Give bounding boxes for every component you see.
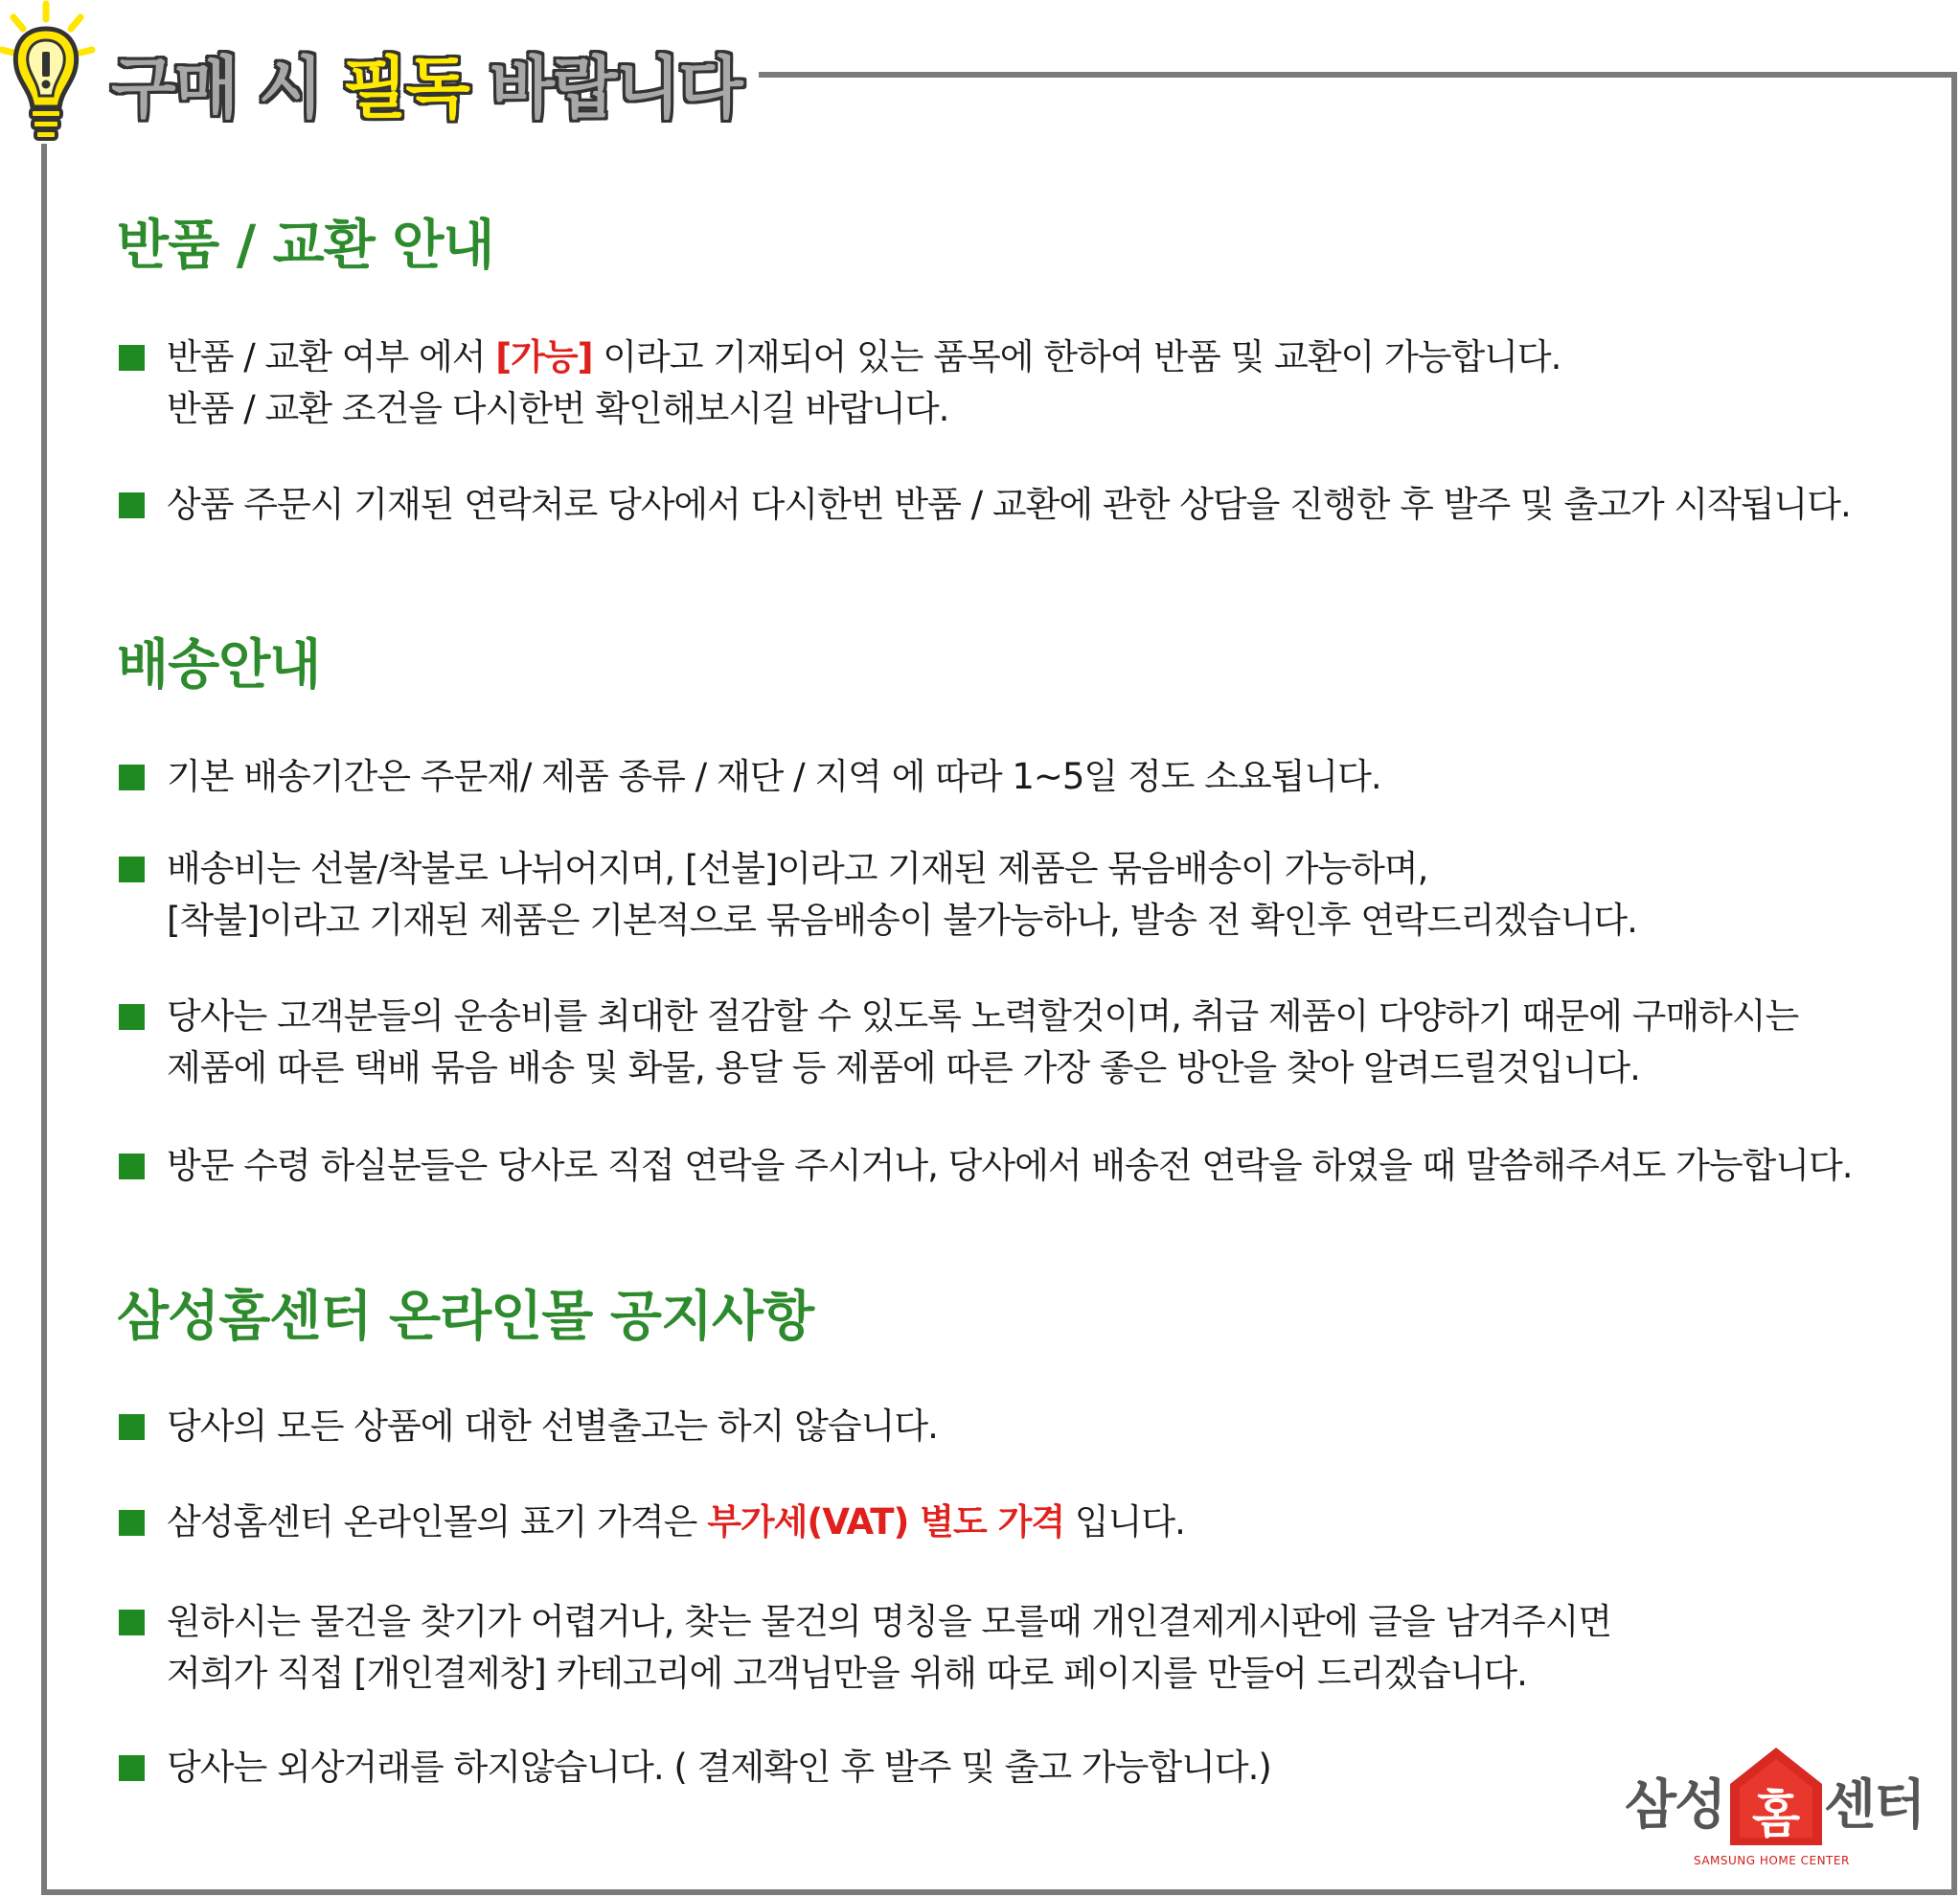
square-bullet-icon <box>119 1510 145 1536</box>
square-bullet-icon <box>119 1755 145 1781</box>
list-item <box>119 991 1939 1096</box>
list-item <box>119 1140 1939 1194</box>
list-item-text <box>167 1742 1271 1794</box>
page-header-title <box>111 40 741 136</box>
logo-subtitle: SAMSUNG HOME CENTER <box>1694 1854 1850 1867</box>
frame-border-left <box>41 144 47 1895</box>
list-item-text <box>167 1497 1185 1548</box>
text-segment: 반품 / 교환 여부 에서 <box>167 336 496 377</box>
frame-border-bottom <box>41 1889 1957 1895</box>
header-title-part2: 바랍니다 <box>467 49 741 127</box>
list-item-line: 상품 주문시 기재된 연락처로 당사에서 다시한번 반품 / 교환에 관한 상담을 진행한 후 발주 및 출고가 시작됩니다. <box>167 484 1851 525</box>
list-item <box>119 751 1939 805</box>
list-item-text <box>167 479 1851 531</box>
frame-border-top <box>759 72 1957 78</box>
list-item-line: [착불]이라고 기재된 제품은 기본적으로 묶음배송이 불가능하나, 발송 전 확인후 연락드리겠습니다. <box>167 900 1637 941</box>
samsung-home-center-logo <box>1625 1746 1925 1870</box>
list-item-text <box>167 991 1798 1094</box>
list-item-line: 반품 / 교환 조건을 다시한번 확인해보시길 바랍니다. <box>167 388 949 429</box>
list-item-line: 방문 수령 하실분들은 당사로 직접 연락을 주시거나, 당사에서 배송전 연락을 하였을 때 말씀해주셔도 가능합니다. <box>167 1145 1853 1186</box>
section-title-notice: 삼성홈센터 온라인몰 공지사항 <box>117 1286 814 1348</box>
list-item-line: 당사는 고객분들의 운송비를 최대한 절감할 수 있도록 노력할것이며, 취급 제품이 다양하기 때문에 구매하시는 <box>167 995 1799 1037</box>
square-bullet-icon <box>119 1414 145 1440</box>
list-item-text <box>167 1140 1853 1192</box>
list-item <box>119 479 1939 533</box>
square-bullet-icon <box>119 345 145 371</box>
logo-text-left: 삼성 <box>1625 1774 1725 1837</box>
list-item <box>119 331 1939 437</box>
list-item-text <box>167 331 1561 435</box>
list-item <box>119 1497 1939 1550</box>
highlight-text: [가능] <box>495 336 593 377</box>
list-item-line: 원하시는 물건을 찾기가 어렵거나, 찾는 물건의 명칭을 모를때 개인결제게시판에 글을 남겨주시면 <box>167 1601 1612 1642</box>
text-segment: 이라고 기재되어 있는 품목에 한하여 반품 및 교환이 가능합니다. <box>592 336 1561 377</box>
list-item <box>119 1596 1939 1702</box>
highlight-text: 부가세(VAT) 별도 가격 <box>707 1501 1065 1543</box>
frame-border-right <box>1951 72 1957 1895</box>
list-item-text <box>167 843 1637 947</box>
list-item-line: 당사의 모든 상품에 대한 선별출고는 하지 않습니다. <box>167 1406 938 1447</box>
square-bullet-icon <box>119 1004 145 1030</box>
list-item-line <box>167 331 1561 383</box>
list-item-text <box>167 751 1381 803</box>
square-bullet-icon <box>119 1610 145 1635</box>
text-segment: 삼성홈센터 온라인몰의 표기 가격은 <box>167 1501 708 1543</box>
list-item <box>119 843 1939 948</box>
list-item-line: 당사는 외상거래를 하지않습니다. ( 결제확인 후 발주 및 출고 가능합니다.) <box>167 1747 1271 1788</box>
list-item-line: 제품에 따른 택배 묶음 배송 및 화물, 용달 등 제품에 따른 가장 좋은 방안을 찾아 알려드릴것입니다. <box>167 1047 1640 1088</box>
list-item <box>119 1401 1939 1454</box>
square-bullet-icon <box>119 1154 145 1179</box>
logo-text-right: 센터 <box>1824 1774 1925 1837</box>
square-bullet-icon <box>119 857 145 882</box>
header-title-highlight: 필독 <box>342 49 468 127</box>
list-item-text <box>167 1596 1611 1700</box>
square-bullet-icon <box>119 765 145 790</box>
lightbulb-icon <box>0 0 96 163</box>
section-title-shipping: 배송안내 <box>117 634 321 697</box>
section-title-returns: 반품 / 교환 안내 <box>117 215 494 277</box>
square-bullet-icon <box>119 492 145 518</box>
list-item-line: 배송비는 선불/착불로 나뉘어지며, [선불]이라고 기재된 제품은 묶음배송이 가능하며, <box>167 848 1428 889</box>
text-segment: 입니다. <box>1064 1501 1185 1543</box>
list-item-line: 기본 배송기간은 주문재/ 제품 종류 / 재단 / 지역 에 따라 1~5일 정도 소요됩니다. <box>167 756 1381 797</box>
list-item-text <box>167 1401 938 1452</box>
list-item-line: 저희가 직접 [개인결제창] 카테고리에 고객님만을 위해 따로 페이지를 만들어 드리겠습니다. <box>167 1653 1527 1694</box>
header-title-part1: 구매 시 <box>111 49 343 127</box>
list-item-line <box>167 1497 1185 1548</box>
logo-house-char: 홈 <box>1751 1787 1801 1844</box>
